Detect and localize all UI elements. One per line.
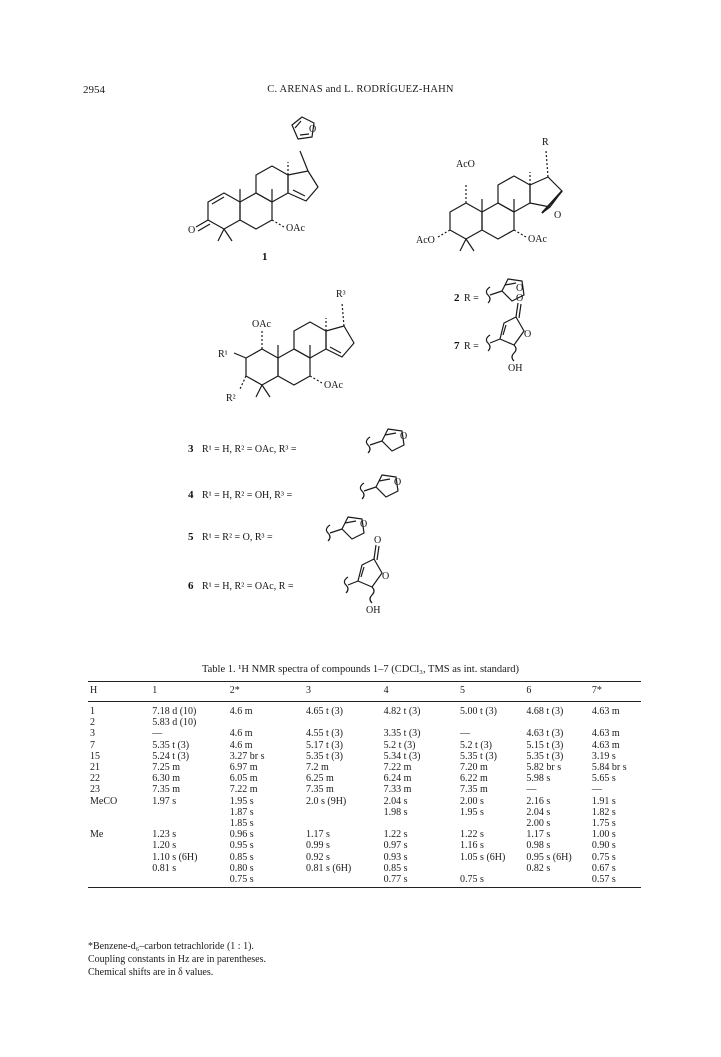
def-7-OH: OH	[508, 363, 523, 374]
footnote: Coupling constants in Hz are in parentheses.	[88, 954, 267, 965]
table-row	[88, 874, 641, 888]
c2-oac-label: OAc	[528, 234, 547, 245]
def-6-butenolide	[344, 545, 382, 603]
shift-cell: 7.22 m	[383, 762, 412, 774]
shift-cell: 5.35 t (3)	[526, 750, 564, 762]
row-label-cell: 23	[90, 784, 100, 796]
header-cell: 2*	[228, 682, 304, 702]
shift-cell: 0.95 s	[229, 840, 254, 852]
shift-cell: 0.77 s	[382, 874, 458, 888]
def-4-text: R¹ = H, R² = OH, R³ =	[202, 490, 293, 501]
c2-epoxide-label: O	[554, 210, 562, 221]
def-6-label: 6	[188, 580, 194, 592]
shift-cell: 5.84 br s	[591, 762, 627, 774]
shift-cell: 0.95 s (6H)	[526, 851, 572, 863]
header-cell: 4	[382, 682, 458, 702]
row-label-cell	[88, 874, 150, 888]
shift-cell: 5.00 t (3)	[460, 706, 497, 717]
shift-cell: 5.34 t (3)	[383, 750, 421, 762]
row-label-cell: 22	[90, 773, 100, 785]
shift-cell: —	[460, 728, 471, 740]
shift-cell	[304, 874, 382, 888]
shift-cell: 4.65 t (3)	[305, 706, 343, 717]
shift-cell: 6.24 m	[383, 773, 412, 785]
shift-cell: 5.98 s	[526, 773, 551, 785]
shift-cell: 1.98 s	[383, 806, 408, 818]
shift-cell: 1.17 s	[305, 829, 330, 841]
shift-cell: 0.75 s	[591, 851, 616, 863]
def-7-carbonyl-O: O	[516, 293, 524, 304]
table-footnotes	[88, 940, 266, 979]
def-4-furan	[360, 475, 398, 499]
shift-cell: 4.6 m	[229, 739, 253, 751]
shift-cell: 5.35 t (3)	[152, 739, 190, 751]
shift-cell: 2.00 s	[460, 795, 484, 807]
shift-cell: 1.75 s	[591, 818, 616, 830]
shift-cell: 5.15 t (3)	[526, 739, 564, 751]
shift-cell: 0.93 s	[383, 851, 408, 863]
shift-cell	[228, 717, 304, 728]
c2-aco-top-label: AcO	[456, 159, 475, 170]
row-label-cell: 3	[90, 728, 95, 740]
shift-cell: 4.63 t (3)	[526, 728, 564, 740]
table-row	[88, 852, 641, 863]
c1-ketone-label: O	[188, 225, 196, 236]
shift-cell: 0.85 s	[383, 862, 408, 874]
shift-cell: 7.35 m	[152, 784, 180, 796]
header-cell: H	[88, 682, 150, 702]
table-row	[88, 863, 641, 874]
shift-cell: 4.63 m	[591, 706, 620, 717]
shift-cell: 1.00 s	[591, 829, 616, 841]
table-caption: Table 1. ¹H NMR spectra of compounds 1–7 (CDCl₃, TMS as int. standard)	[201, 664, 520, 675]
shift-cell	[150, 874, 228, 888]
row-label-cell	[88, 852, 150, 863]
row-label-cell	[88, 840, 150, 851]
shift-cell: 1.20 s	[152, 840, 177, 852]
def-6-text: R¹ = H, R² = OAc, R =	[202, 581, 294, 592]
shift-cell: 1.05 s (6H)	[460, 851, 506, 863]
table-row	[88, 762, 641, 773]
shift-cell: 7.35 m	[305, 784, 334, 796]
shift-cell	[382, 717, 458, 728]
shift-cell: 1.87 s	[229, 806, 254, 818]
shift-cell: 5.83 d (10)	[152, 717, 197, 729]
shift-cell: 0.97 s	[383, 840, 408, 852]
row-label-cell: 7	[90, 739, 95, 751]
shift-cell: 2.00 s	[526, 818, 551, 830]
def-2-text: R =	[464, 293, 479, 304]
shift-cell: 5.35 t (3)	[460, 750, 497, 762]
header-cell: 7*	[590, 682, 641, 702]
c1-compound-label: 1	[262, 251, 268, 263]
shift-cell: 0.82 s	[526, 862, 551, 874]
shift-cell: 2.04 s	[526, 806, 551, 818]
def-4-furan-O: O	[394, 477, 402, 488]
row-label-cell: 21	[90, 762, 100, 774]
def-3-furan-O: O	[400, 431, 408, 442]
shift-cell: 6.22 m	[460, 773, 488, 785]
shift-cell: —	[152, 728, 163, 740]
shift-cell: 1.97 s	[152, 795, 177, 807]
shift-cell: 0.67 s	[591, 862, 616, 874]
shift-cell: 1.91 s	[591, 795, 616, 807]
shift-cell: 3.35 t (3)	[383, 728, 421, 740]
shift-cell: 5.2 t (3)	[460, 739, 492, 751]
shift-cell: 1.22 s	[460, 829, 484, 841]
def-6-carbonyl-O: O	[374, 535, 382, 546]
shift-cell: 4.55 t (3)	[305, 728, 343, 740]
table-header-row	[88, 682, 641, 702]
table-row	[88, 840, 641, 851]
table-row	[88, 784, 641, 795]
shift-cell: 6.97 m	[229, 762, 258, 774]
shift-cell: 7.22 m	[229, 784, 258, 796]
shift-cell: 0.85 s	[229, 851, 254, 863]
row-label-cell	[88, 863, 150, 874]
shift-cell: 4.63 m	[591, 739, 620, 751]
table-row	[88, 773, 641, 784]
def-3-text: R¹ = H, R² = OAc, R³ =	[202, 444, 297, 455]
shift-cell	[524, 717, 589, 728]
def-5-text: R¹ = R² = O, R³ =	[202, 532, 273, 543]
c2-R-label: R	[542, 137, 549, 148]
def-3-furan	[366, 429, 404, 453]
shift-cell: 7.18 d (10)	[152, 706, 197, 717]
row-label-cell: 15	[90, 750, 100, 762]
c3-R3-label: R³	[336, 289, 346, 300]
table-row	[88, 829, 641, 840]
header-cell: 6	[524, 682, 589, 702]
def-3-label: 3	[188, 443, 194, 455]
shift-cell: 3.27 br s	[229, 750, 265, 762]
def-7-label: 7	[454, 340, 460, 352]
shift-cell: 0.99 s	[305, 840, 330, 852]
row-label-cell: 1	[90, 706, 95, 717]
table-row	[88, 702, 641, 718]
shift-cell	[304, 807, 382, 818]
c2-aco-left-label: AcO	[416, 235, 435, 246]
table-row	[88, 717, 641, 728]
shift-cell: 0.92 s	[305, 851, 330, 863]
shift-cell: 7.33 m	[383, 784, 412, 796]
shift-cell: 1.95 s	[460, 806, 484, 818]
shift-cell: 4.6 m	[229, 706, 253, 717]
table-row	[88, 728, 641, 739]
shift-cell: 4.68 t (3)	[526, 706, 564, 717]
shift-cell: 7.25 m	[152, 762, 180, 774]
shift-cell: 0.98 s	[526, 840, 551, 852]
page-number: 2954	[83, 84, 105, 96]
footnote: Chemical shifts are in δ values.	[88, 967, 214, 978]
shift-cell: 6.30 m	[152, 773, 180, 785]
shift-cell: 5.65 s	[591, 773, 616, 785]
shift-cell	[304, 818, 382, 829]
shift-cell: 0.90 s	[591, 840, 616, 852]
def-6-OH: OH	[366, 605, 381, 616]
shift-cell	[458, 863, 524, 874]
c1-oac-label: OAc	[286, 223, 305, 234]
table-row	[88, 751, 641, 762]
shift-cell: 2.16 s	[526, 795, 551, 807]
shift-cell: 1.95 s	[229, 795, 254, 807]
shift-cell	[382, 818, 458, 829]
shift-cell: 7.2 m	[305, 762, 329, 774]
shift-cell	[458, 818, 524, 829]
shift-cell: 1.10 s (6H)	[152, 851, 198, 863]
table-row	[88, 818, 641, 829]
def-5-furan	[326, 517, 364, 541]
shift-cell: 7.20 m	[460, 762, 488, 774]
shift-cell: 6.05 m	[229, 773, 258, 785]
def-2-furan-O: O	[516, 283, 524, 294]
row-label-cell	[88, 807, 150, 818]
shift-cell: 0.81 s (6H)	[305, 862, 352, 874]
shift-cell: 1.22 s	[383, 829, 408, 841]
shift-cell: 5.82 br s	[526, 762, 562, 774]
structures-svg	[150, 105, 630, 625]
shift-cell: 5.24 t (3)	[152, 750, 190, 762]
table-row	[88, 807, 641, 818]
def-5-label: 5	[188, 531, 194, 543]
shift-cell: 0.75 s	[228, 874, 304, 888]
shift-cell	[304, 717, 382, 728]
row-label-cell	[88, 818, 150, 829]
shift-cell: 1.85 s	[229, 818, 254, 830]
row-label-cell: Me	[90, 829, 104, 841]
shift-cell: 5.2 t (3)	[383, 739, 416, 751]
footnote: *Benzene-d₆–carbon tetrachloride (1 : 1).	[88, 941, 254, 952]
c3-oac-top-label: OAc	[252, 319, 271, 330]
def-6-ring-O: O	[382, 571, 390, 582]
shift-cell	[458, 717, 524, 728]
header-cell: 1	[150, 682, 228, 702]
def-4-label: 4	[188, 489, 194, 501]
shift-cell: 0.75 s	[458, 874, 524, 888]
header-cell: 5	[458, 682, 524, 702]
def-2-label: 2	[454, 292, 460, 304]
def-7-text: R =	[464, 341, 479, 352]
def-5-furan-O: O	[360, 519, 368, 530]
nmr-data-table	[88, 681, 641, 888]
shift-cell: 1.82 s	[591, 806, 616, 818]
shift-cell: 7.35 m	[460, 784, 488, 796]
shift-cell: 0.81 s	[152, 862, 177, 874]
shift-cell	[150, 818, 228, 829]
shift-cell: 2.0 s (9H)	[305, 795, 347, 807]
shift-cell	[524, 874, 589, 888]
chemical-structures-figure	[150, 105, 630, 625]
shift-cell: 0.80 s	[229, 862, 254, 874]
table-row	[88, 796, 641, 807]
shift-cell: 5.17 t (3)	[305, 739, 343, 751]
shift-cell: 3.19 s	[591, 750, 616, 762]
shift-cell: 4.6 m	[229, 728, 253, 740]
row-label-cell: 2	[90, 717, 95, 729]
shift-cell: 4.63 m	[591, 728, 620, 740]
def-7-ring-O: O	[524, 329, 532, 340]
shift-cell	[150, 807, 228, 818]
shift-cell: 5.35 t (3)	[305, 750, 343, 762]
furan-O-label: O	[309, 124, 317, 135]
shift-cell: 0.57 s	[590, 874, 641, 888]
c3-R2-label: R²	[226, 393, 236, 404]
compound-7-butenolide	[486, 303, 524, 361]
shift-cell	[590, 717, 641, 728]
running-title: C. ARENAS and L. RODRÍGUEZ-HAHN	[267, 84, 454, 95]
shift-cell: 1.23 s	[152, 829, 177, 841]
row-label-cell: MeCO	[90, 795, 118, 807]
shift-cell: —	[591, 784, 602, 796]
shift-cell: 0.96 s	[229, 829, 254, 841]
shift-cell: 1.17 s	[526, 829, 551, 841]
c3-oac-label: OAc	[324, 380, 343, 391]
shift-cell: 4.82 t (3)	[383, 706, 421, 717]
shift-cell: 2.04 s	[383, 795, 408, 807]
c3-R1-label: R¹	[218, 349, 228, 360]
shift-cell: 6.25 m	[305, 773, 334, 785]
header-cell: 3	[304, 682, 382, 702]
shift-cell: 1.16 s	[460, 840, 484, 852]
shift-cell: —	[526, 784, 537, 796]
table-row	[88, 740, 641, 751]
